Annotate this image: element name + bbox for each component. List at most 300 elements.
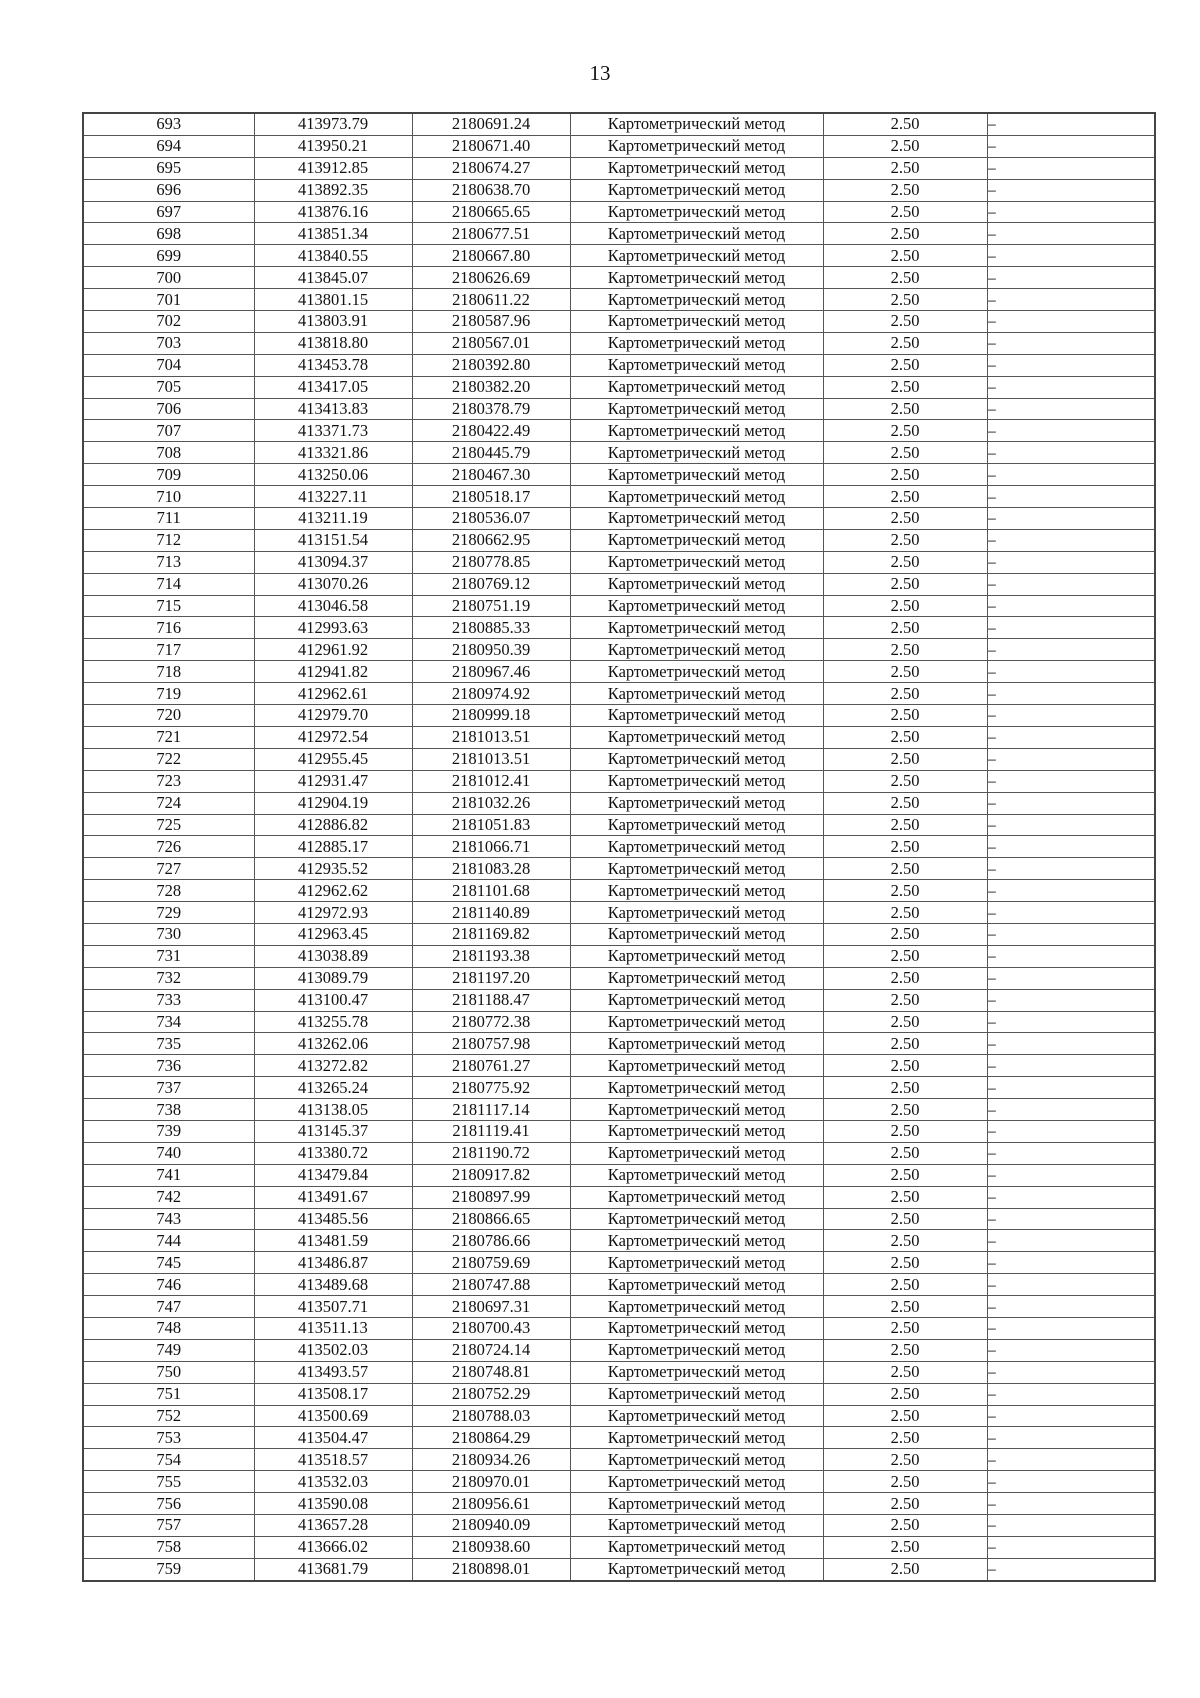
y-coordinate-cell: 2181012.41: [412, 770, 570, 792]
table-row: [83, 332, 1155, 354]
point-number-cell: 737: [83, 1077, 254, 1099]
x-coordinate-cell: 413070.26: [254, 573, 412, 595]
accuracy-cell: 2.50: [823, 1077, 987, 1099]
point-number-cell: 718: [83, 661, 254, 683]
x-coordinate-cell: 413590.08: [254, 1493, 412, 1515]
table-row: [83, 179, 1155, 201]
accuracy-cell: 2.50: [823, 595, 987, 617]
y-coordinate-cell: 2180917.82: [412, 1164, 570, 1186]
table-row: [83, 529, 1155, 551]
note-cell: –: [987, 157, 1155, 179]
point-number-cell: 748: [83, 1317, 254, 1339]
point-number-cell: 713: [83, 551, 254, 573]
method-cell: Картометрический метод: [570, 989, 823, 1011]
y-coordinate-cell: 2180536.07: [412, 508, 570, 530]
note-cell: –: [987, 726, 1155, 748]
note-cell: –: [987, 989, 1155, 1011]
method-cell: Картометрический метод: [570, 1252, 823, 1274]
table-row: [83, 595, 1155, 617]
x-coordinate-cell: 413453.78: [254, 354, 412, 376]
note-cell: –: [987, 311, 1155, 333]
point-number-cell: 731: [83, 945, 254, 967]
x-coordinate-cell: 413046.58: [254, 595, 412, 617]
accuracy-cell: 2.50: [823, 1361, 987, 1383]
table-row: [83, 1011, 1155, 1033]
accuracy-cell: 2.50: [823, 705, 987, 727]
point-number-cell: 724: [83, 792, 254, 814]
point-number-cell: 745: [83, 1252, 254, 1274]
table-row: [83, 1317, 1155, 1339]
y-coordinate-cell: 2180950.39: [412, 639, 570, 661]
method-cell: Картометрический метод: [570, 1515, 823, 1537]
accuracy-cell: 2.50: [823, 1339, 987, 1361]
point-number-cell: 732: [83, 967, 254, 989]
x-coordinate-cell: 413489.68: [254, 1274, 412, 1296]
table-row: [83, 1055, 1155, 1077]
point-number-cell: 703: [83, 332, 254, 354]
point-number-cell: 693: [83, 113, 254, 135]
point-number-cell: 759: [83, 1558, 254, 1580]
point-number-cell: 722: [83, 748, 254, 770]
table-row: [83, 923, 1155, 945]
x-coordinate-cell: 413912.85: [254, 157, 412, 179]
note-cell: –: [987, 1493, 1155, 1515]
note-cell: –: [987, 880, 1155, 902]
point-number-cell: 719: [83, 683, 254, 705]
y-coordinate-cell: 2180751.19: [412, 595, 570, 617]
point-number-cell: 728: [83, 880, 254, 902]
accuracy-cell: 2.50: [823, 1317, 987, 1339]
y-coordinate-cell: 2180967.46: [412, 661, 570, 683]
y-coordinate-cell: 2181051.83: [412, 814, 570, 836]
point-number-cell: 756: [83, 1493, 254, 1515]
table-row: [83, 989, 1155, 1011]
table-row: [83, 464, 1155, 486]
table-row: [83, 354, 1155, 376]
point-number-cell: 738: [83, 1099, 254, 1121]
accuracy-cell: 2.50: [823, 135, 987, 157]
accuracy-cell: 2.50: [823, 1558, 987, 1580]
note-cell: –: [987, 858, 1155, 880]
table-row: [83, 1471, 1155, 1493]
y-coordinate-cell: 2180788.03: [412, 1405, 570, 1427]
note-cell: –: [987, 1120, 1155, 1142]
table-row: [83, 113, 1155, 135]
note-cell: –: [987, 1252, 1155, 1274]
table-row: [83, 683, 1155, 705]
point-number-cell: 740: [83, 1142, 254, 1164]
accuracy-cell: 2.50: [823, 1011, 987, 1033]
accuracy-cell: 2.50: [823, 814, 987, 836]
point-number-cell: 720: [83, 705, 254, 727]
point-number-cell: 712: [83, 529, 254, 551]
table-row: [83, 770, 1155, 792]
note-cell: –: [987, 332, 1155, 354]
accuracy-cell: 2.50: [823, 398, 987, 420]
note-cell: –: [987, 814, 1155, 836]
table-row: [83, 1120, 1155, 1142]
point-number-cell: 755: [83, 1471, 254, 1493]
x-coordinate-cell: 412962.62: [254, 880, 412, 902]
note-cell: –: [987, 464, 1155, 486]
x-coordinate-cell: 413518.57: [254, 1449, 412, 1471]
table-row: [83, 135, 1155, 157]
y-coordinate-cell: 2181188.47: [412, 989, 570, 1011]
accuracy-cell: 2.50: [823, 1274, 987, 1296]
method-cell: Картометрический метод: [570, 245, 823, 267]
point-number-cell: 741: [83, 1164, 254, 1186]
method-cell: Картометрический метод: [570, 113, 823, 135]
x-coordinate-cell: 413508.17: [254, 1383, 412, 1405]
note-cell: –: [987, 376, 1155, 398]
y-coordinate-cell: 2180638.70: [412, 179, 570, 201]
accuracy-cell: 2.50: [823, 1142, 987, 1164]
x-coordinate-cell: 413950.21: [254, 135, 412, 157]
accuracy-cell: 2.50: [823, 923, 987, 945]
method-cell: Картометрический метод: [570, 1493, 823, 1515]
x-coordinate-cell: 413491.67: [254, 1186, 412, 1208]
accuracy-cell: 2.50: [823, 1208, 987, 1230]
method-cell: Картометрический метод: [570, 508, 823, 530]
point-number-cell: 711: [83, 508, 254, 530]
method-cell: Картометрический метод: [570, 1099, 823, 1121]
point-number-cell: 747: [83, 1296, 254, 1318]
table-row: [83, 967, 1155, 989]
y-coordinate-cell: 2180786.66: [412, 1230, 570, 1252]
y-coordinate-cell: 2180974.92: [412, 683, 570, 705]
x-coordinate-cell: 413485.56: [254, 1208, 412, 1230]
y-coordinate-cell: 2180467.30: [412, 464, 570, 486]
accuracy-cell: 2.50: [823, 442, 987, 464]
method-cell: Картометрический метод: [570, 529, 823, 551]
y-coordinate-cell: 2181083.28: [412, 858, 570, 880]
accuracy-cell: 2.50: [823, 726, 987, 748]
table-row: [83, 902, 1155, 924]
method-cell: Картометрический метод: [570, 705, 823, 727]
point-number-cell: 753: [83, 1427, 254, 1449]
y-coordinate-cell: 2180662.95: [412, 529, 570, 551]
x-coordinate-cell: 412941.82: [254, 661, 412, 683]
x-coordinate-cell: 412961.92: [254, 639, 412, 661]
method-cell: Картометрический метод: [570, 967, 823, 989]
y-coordinate-cell: 2180445.79: [412, 442, 570, 464]
table-row: [83, 1033, 1155, 1055]
method-cell: Картометрический метод: [570, 1317, 823, 1339]
accuracy-cell: 2.50: [823, 267, 987, 289]
y-coordinate-cell: 2180587.96: [412, 311, 570, 333]
accuracy-cell: 2.50: [823, 1405, 987, 1427]
note-cell: –: [987, 1142, 1155, 1164]
method-cell: Картометрический метод: [570, 1361, 823, 1383]
method-cell: Картометрический метод: [570, 289, 823, 311]
y-coordinate-cell: 2180382.20: [412, 376, 570, 398]
accuracy-cell: 2.50: [823, 486, 987, 508]
note-cell: –: [987, 398, 1155, 420]
y-coordinate-cell: 2181032.26: [412, 792, 570, 814]
x-coordinate-cell: 413876.16: [254, 201, 412, 223]
x-coordinate-cell: 413801.15: [254, 289, 412, 311]
accuracy-cell: 2.50: [823, 617, 987, 639]
x-coordinate-cell: 413892.35: [254, 179, 412, 201]
accuracy-cell: 2.50: [823, 1383, 987, 1405]
accuracy-cell: 2.50: [823, 223, 987, 245]
y-coordinate-cell: 2180956.61: [412, 1493, 570, 1515]
note-cell: –: [987, 289, 1155, 311]
x-coordinate-cell: 412963.45: [254, 923, 412, 945]
coordinates-table-body: [83, 113, 1155, 1581]
table-row: [83, 267, 1155, 289]
note-cell: –: [987, 1515, 1155, 1537]
accuracy-cell: 2.50: [823, 858, 987, 880]
table-row: [83, 1427, 1155, 1449]
note-cell: –: [987, 551, 1155, 573]
y-coordinate-cell: 2180422.49: [412, 420, 570, 442]
note-cell: –: [987, 1405, 1155, 1427]
x-coordinate-cell: 413486.87: [254, 1252, 412, 1274]
method-cell: Картометрический метод: [570, 1230, 823, 1252]
x-coordinate-cell: 413500.69: [254, 1405, 412, 1427]
y-coordinate-cell: 2180747.88: [412, 1274, 570, 1296]
method-cell: Картометрический метод: [570, 354, 823, 376]
method-cell: Картометрический метод: [570, 617, 823, 639]
table-row: [83, 420, 1155, 442]
note-cell: –: [987, 595, 1155, 617]
note-cell: –: [987, 201, 1155, 223]
point-number-cell: 708: [83, 442, 254, 464]
x-coordinate-cell: 413413.83: [254, 398, 412, 420]
accuracy-cell: 2.50: [823, 880, 987, 902]
accuracy-cell: 2.50: [823, 770, 987, 792]
table-row: [83, 1164, 1155, 1186]
y-coordinate-cell: 2180378.79: [412, 398, 570, 420]
table-row: [83, 311, 1155, 333]
point-number-cell: 707: [83, 420, 254, 442]
y-coordinate-cell: 2180626.69: [412, 267, 570, 289]
table-row: [83, 223, 1155, 245]
y-coordinate-cell: 2180757.98: [412, 1033, 570, 1055]
method-cell: Картометрический метод: [570, 332, 823, 354]
point-number-cell: 699: [83, 245, 254, 267]
accuracy-cell: 2.50: [823, 1515, 987, 1537]
x-coordinate-cell: 413250.06: [254, 464, 412, 486]
table-row: [83, 1142, 1155, 1164]
table-row: [83, 1515, 1155, 1537]
table-row: [83, 573, 1155, 595]
point-number-cell: 709: [83, 464, 254, 486]
note-cell: –: [987, 223, 1155, 245]
y-coordinate-cell: 2181101.68: [412, 880, 570, 902]
method-cell: Картометрический метод: [570, 420, 823, 442]
method-cell: Картометрический метод: [570, 223, 823, 245]
point-number-cell: 750: [83, 1361, 254, 1383]
y-coordinate-cell: 2180700.43: [412, 1317, 570, 1339]
note-cell: –: [987, 1011, 1155, 1033]
table-row: [83, 442, 1155, 464]
x-coordinate-cell: 413657.28: [254, 1515, 412, 1537]
accuracy-cell: 2.50: [823, 1471, 987, 1493]
accuracy-cell: 2.50: [823, 332, 987, 354]
accuracy-cell: 2.50: [823, 179, 987, 201]
y-coordinate-cell: 2181197.20: [412, 967, 570, 989]
table-row: [83, 945, 1155, 967]
note-cell: –: [987, 1536, 1155, 1558]
accuracy-cell: 2.50: [823, 551, 987, 573]
y-coordinate-cell: 2181013.51: [412, 748, 570, 770]
accuracy-cell: 2.50: [823, 836, 987, 858]
method-cell: Картометрический метод: [570, 551, 823, 573]
x-coordinate-cell: 413502.03: [254, 1339, 412, 1361]
y-coordinate-cell: 2180885.33: [412, 617, 570, 639]
method-cell: Картометрический метод: [570, 1274, 823, 1296]
note-cell: –: [987, 135, 1155, 157]
method-cell: Картометрический метод: [570, 1120, 823, 1142]
table-row: [83, 551, 1155, 573]
y-coordinate-cell: 2181119.41: [412, 1120, 570, 1142]
note-cell: –: [987, 267, 1155, 289]
method-cell: Картометрический метод: [570, 923, 823, 945]
y-coordinate-cell: 2180611.22: [412, 289, 570, 311]
accuracy-cell: 2.50: [823, 1230, 987, 1252]
method-cell: Картометрический метод: [570, 880, 823, 902]
y-coordinate-cell: 2180898.01: [412, 1558, 570, 1580]
accuracy-cell: 2.50: [823, 1120, 987, 1142]
point-number-cell: 734: [83, 1011, 254, 1033]
y-coordinate-cell: 2180866.65: [412, 1208, 570, 1230]
table-row: [83, 1493, 1155, 1515]
y-coordinate-cell: 2181193.38: [412, 945, 570, 967]
method-cell: Картометрический метод: [570, 1339, 823, 1361]
point-number-cell: 704: [83, 354, 254, 376]
x-coordinate-cell: 413151.54: [254, 529, 412, 551]
point-number-cell: 757: [83, 1515, 254, 1537]
y-coordinate-cell: 2180775.92: [412, 1077, 570, 1099]
table-row: [83, 639, 1155, 661]
y-coordinate-cell: 2181066.71: [412, 836, 570, 858]
table-row: [83, 486, 1155, 508]
accuracy-cell: 2.50: [823, 1427, 987, 1449]
method-cell: Картометрический метод: [570, 1471, 823, 1493]
y-coordinate-cell: 2180864.29: [412, 1427, 570, 1449]
method-cell: Картометрический метод: [570, 1405, 823, 1427]
y-coordinate-cell: 2180970.01: [412, 1471, 570, 1493]
point-number-cell: 717: [83, 639, 254, 661]
note-cell: –: [987, 705, 1155, 727]
table-row: [83, 661, 1155, 683]
point-number-cell: 701: [83, 289, 254, 311]
coordinates-table: [82, 112, 1156, 1582]
note-cell: –: [987, 442, 1155, 464]
note-cell: –: [987, 1186, 1155, 1208]
y-coordinate-cell: 2180748.81: [412, 1361, 570, 1383]
note-cell: –: [987, 1077, 1155, 1099]
note-cell: –: [987, 1099, 1155, 1121]
table-row: [83, 1383, 1155, 1405]
point-number-cell: 746: [83, 1274, 254, 1296]
note-cell: –: [987, 902, 1155, 924]
x-coordinate-cell: 413138.05: [254, 1099, 412, 1121]
accuracy-cell: 2.50: [823, 1186, 987, 1208]
x-coordinate-cell: 413845.07: [254, 267, 412, 289]
method-cell: Картометрический метод: [570, 1186, 823, 1208]
point-number-cell: 706: [83, 398, 254, 420]
x-coordinate-cell: 413532.03: [254, 1471, 412, 1493]
method-cell: Картометрический метод: [570, 573, 823, 595]
note-cell: –: [987, 1274, 1155, 1296]
x-coordinate-cell: 412972.93: [254, 902, 412, 924]
accuracy-cell: 2.50: [823, 573, 987, 595]
x-coordinate-cell: 413681.79: [254, 1558, 412, 1580]
accuracy-cell: 2.50: [823, 661, 987, 683]
point-number-cell: 727: [83, 858, 254, 880]
note-cell: –: [987, 792, 1155, 814]
point-number-cell: 721: [83, 726, 254, 748]
method-cell: Картометрический метод: [570, 945, 823, 967]
method-cell: Картометрический метод: [570, 179, 823, 201]
accuracy-cell: 2.50: [823, 989, 987, 1011]
y-coordinate-cell: 2180778.85: [412, 551, 570, 573]
x-coordinate-cell: 412993.63: [254, 617, 412, 639]
x-coordinate-cell: 413211.19: [254, 508, 412, 530]
method-cell: Картометрический метод: [570, 376, 823, 398]
method-cell: Картометрический метод: [570, 661, 823, 683]
method-cell: Картометрический метод: [570, 1142, 823, 1164]
note-cell: –: [987, 1317, 1155, 1339]
x-coordinate-cell: 413818.80: [254, 332, 412, 354]
point-number-cell: 700: [83, 267, 254, 289]
point-number-cell: 754: [83, 1449, 254, 1471]
note-cell: –: [987, 770, 1155, 792]
table-row: [83, 748, 1155, 770]
method-cell: Картометрический метод: [570, 464, 823, 486]
y-coordinate-cell: 2180934.26: [412, 1449, 570, 1471]
y-coordinate-cell: 2181013.51: [412, 726, 570, 748]
y-coordinate-cell: 2180724.14: [412, 1339, 570, 1361]
y-coordinate-cell: 2180999.18: [412, 705, 570, 727]
accuracy-cell: 2.50: [823, 1536, 987, 1558]
note-cell: –: [987, 967, 1155, 989]
table-row: [83, 398, 1155, 420]
table-row: [83, 1208, 1155, 1230]
note-cell: –: [987, 945, 1155, 967]
point-number-cell: 743: [83, 1208, 254, 1230]
point-number-cell: 744: [83, 1230, 254, 1252]
table-row: [83, 814, 1155, 836]
note-cell: –: [987, 1558, 1155, 1580]
point-number-cell: 723: [83, 770, 254, 792]
point-number-cell: 705: [83, 376, 254, 398]
table-row: [83, 376, 1155, 398]
point-number-cell: 714: [83, 573, 254, 595]
note-cell: –: [987, 486, 1155, 508]
accuracy-cell: 2.50: [823, 639, 987, 661]
note-cell: –: [987, 179, 1155, 201]
point-number-cell: 715: [83, 595, 254, 617]
y-coordinate-cell: 2180665.65: [412, 201, 570, 223]
x-coordinate-cell: 412931.47: [254, 770, 412, 792]
note-cell: –: [987, 1208, 1155, 1230]
accuracy-cell: 2.50: [823, 1099, 987, 1121]
x-coordinate-cell: 413507.71: [254, 1296, 412, 1318]
x-coordinate-cell: 412935.52: [254, 858, 412, 880]
note-cell: –: [987, 1449, 1155, 1471]
table-row: [83, 1405, 1155, 1427]
table-row: [83, 617, 1155, 639]
x-coordinate-cell: 413511.13: [254, 1317, 412, 1339]
x-coordinate-cell: 413371.73: [254, 420, 412, 442]
y-coordinate-cell: 2181140.89: [412, 902, 570, 924]
note-cell: –: [987, 245, 1155, 267]
accuracy-cell: 2.50: [823, 792, 987, 814]
